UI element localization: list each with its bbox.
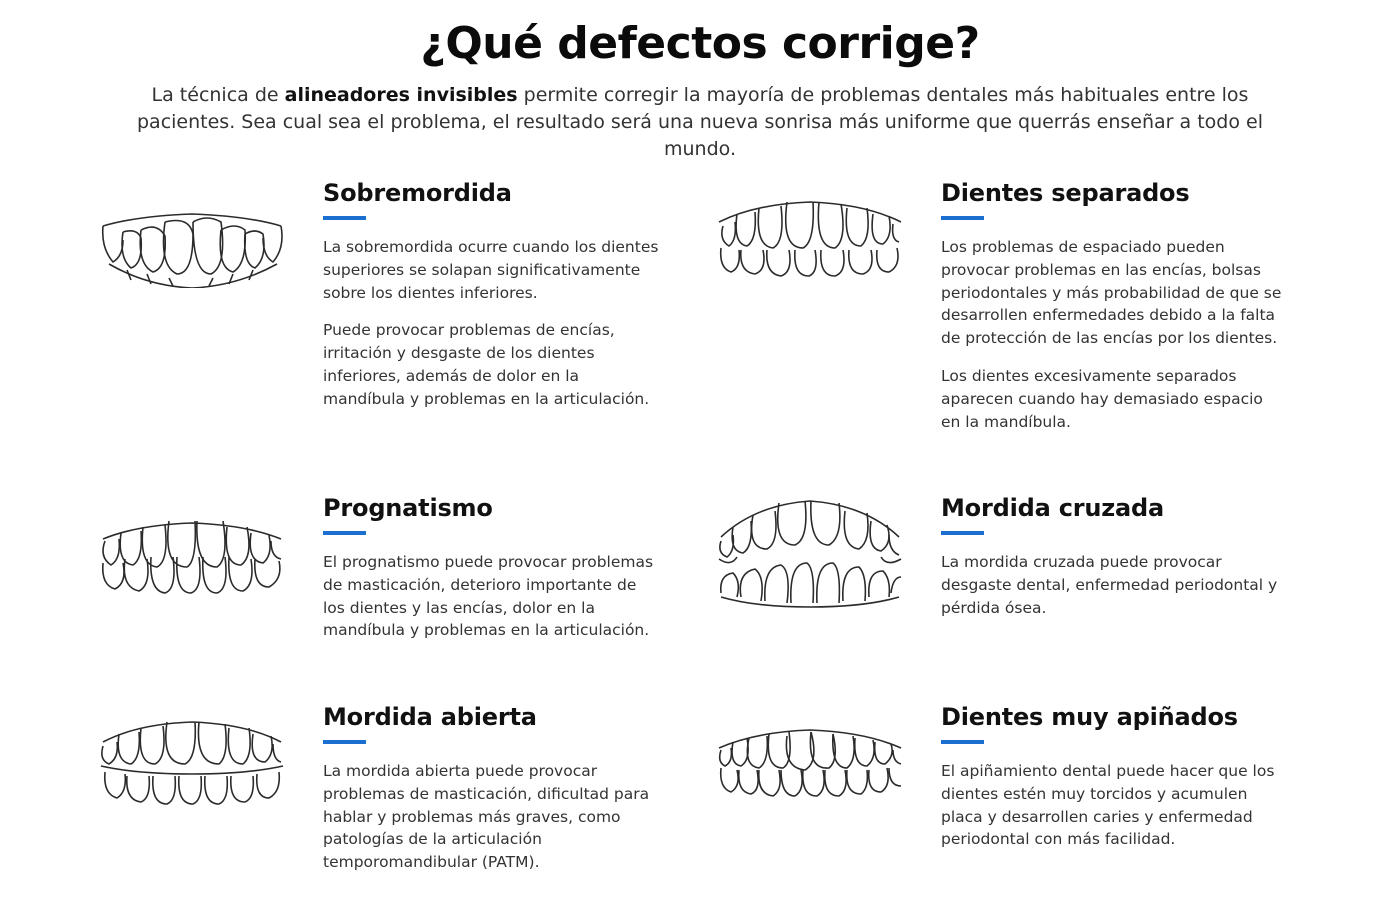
defect-title: Mordida cruzada — [941, 494, 1165, 522]
page-title: ¿Qué defectos corrige? — [420, 18, 980, 69]
title-accent-bar — [941, 531, 984, 535]
defect-paragraph: Puede provocar problemas de encías, irritación y desgaste de los dientes inferiores, además de dolor en la mandíbula y problemas en la articulación. — [323, 321, 650, 408]
crossbite-teeth-icon — [715, 497, 905, 609]
title-accent-bar — [323, 740, 366, 744]
title-accent-bar — [323, 531, 366, 535]
defect-paragraph: La mordida cruzada puede provocar desgaste dental, enfermedad periodontal y pérdida ósea. — [941, 553, 1278, 617]
defect-title: Prognatismo — [323, 494, 493, 522]
defect-text — [323, 493, 663, 657]
defect-text — [941, 493, 1286, 634]
defect-paragraph: La mordida abierta puede provocar problemas de masticación, dificultad para hablar y problemas más graves, como patologías de la articulación temporomandibular (PATM). — [323, 762, 650, 872]
defect-text — [941, 178, 1286, 448]
defect-title: Mordida abierta — [323, 703, 537, 731]
defect-paragraph: Los problemas de espaciado pueden provocar problemas en las encías, bolsas periodontales y más probabilidad de que se desarrollen enfermedades debido a la falta de protección de las encías por los dientes. — [941, 238, 1282, 348]
intro-after: permite corregir la mayoría de problemas dentales más habituales entre los pacientes. Sea cual sea el problema, el resultado será una nueva sonrisa más uniforme que querrás enseñar a todo el mundo. — [137, 84, 1263, 160]
defect-text — [323, 702, 663, 889]
gapped-teeth-icon — [715, 200, 905, 280]
defect-title: Dientes separados — [941, 179, 1190, 207]
title-accent-bar — [941, 216, 984, 220]
underbite-teeth-icon — [97, 515, 287, 595]
title-accent-bar — [941, 740, 984, 744]
defect-title: Dientes muy apiñados — [941, 703, 1238, 731]
defect-paragraph: El prognatismo puede provocar problemas de masticación, deterioro importante de los dientes y las encías, dolor en la mandíbula y problemas en la articulación. — [323, 553, 654, 640]
open-bite-teeth-icon — [97, 718, 287, 808]
defect-paragraph: Los dientes excesivamente separados aparecen cuando hay demasiado espacio en la mandíbula. — [941, 366, 1263, 431]
defect-title: Sobremordida — [323, 179, 512, 207]
intro-text — [100, 82, 1300, 163]
intro-before: La técnica de — [151, 84, 285, 106]
intro-highlight: alineadores invisibles — [284, 84, 518, 106]
defect-text — [941, 702, 1286, 866]
crowded-teeth-icon — [715, 728, 905, 798]
overbite-teeth-icon — [97, 208, 287, 288]
title-accent-bar — [323, 216, 366, 220]
defect-paragraph: La sobremordida ocurre cuando los dientes superiores se solapan significativamente sobre los dientes inferiores. — [323, 238, 659, 302]
defect-paragraph: El apiñamiento dental puede hacer que los dientes estén muy torcidos y acumulen placa y desarrollen caries y enfermedad periodontal con más facilidad. — [941, 762, 1275, 849]
defect-text — [323, 178, 663, 426]
